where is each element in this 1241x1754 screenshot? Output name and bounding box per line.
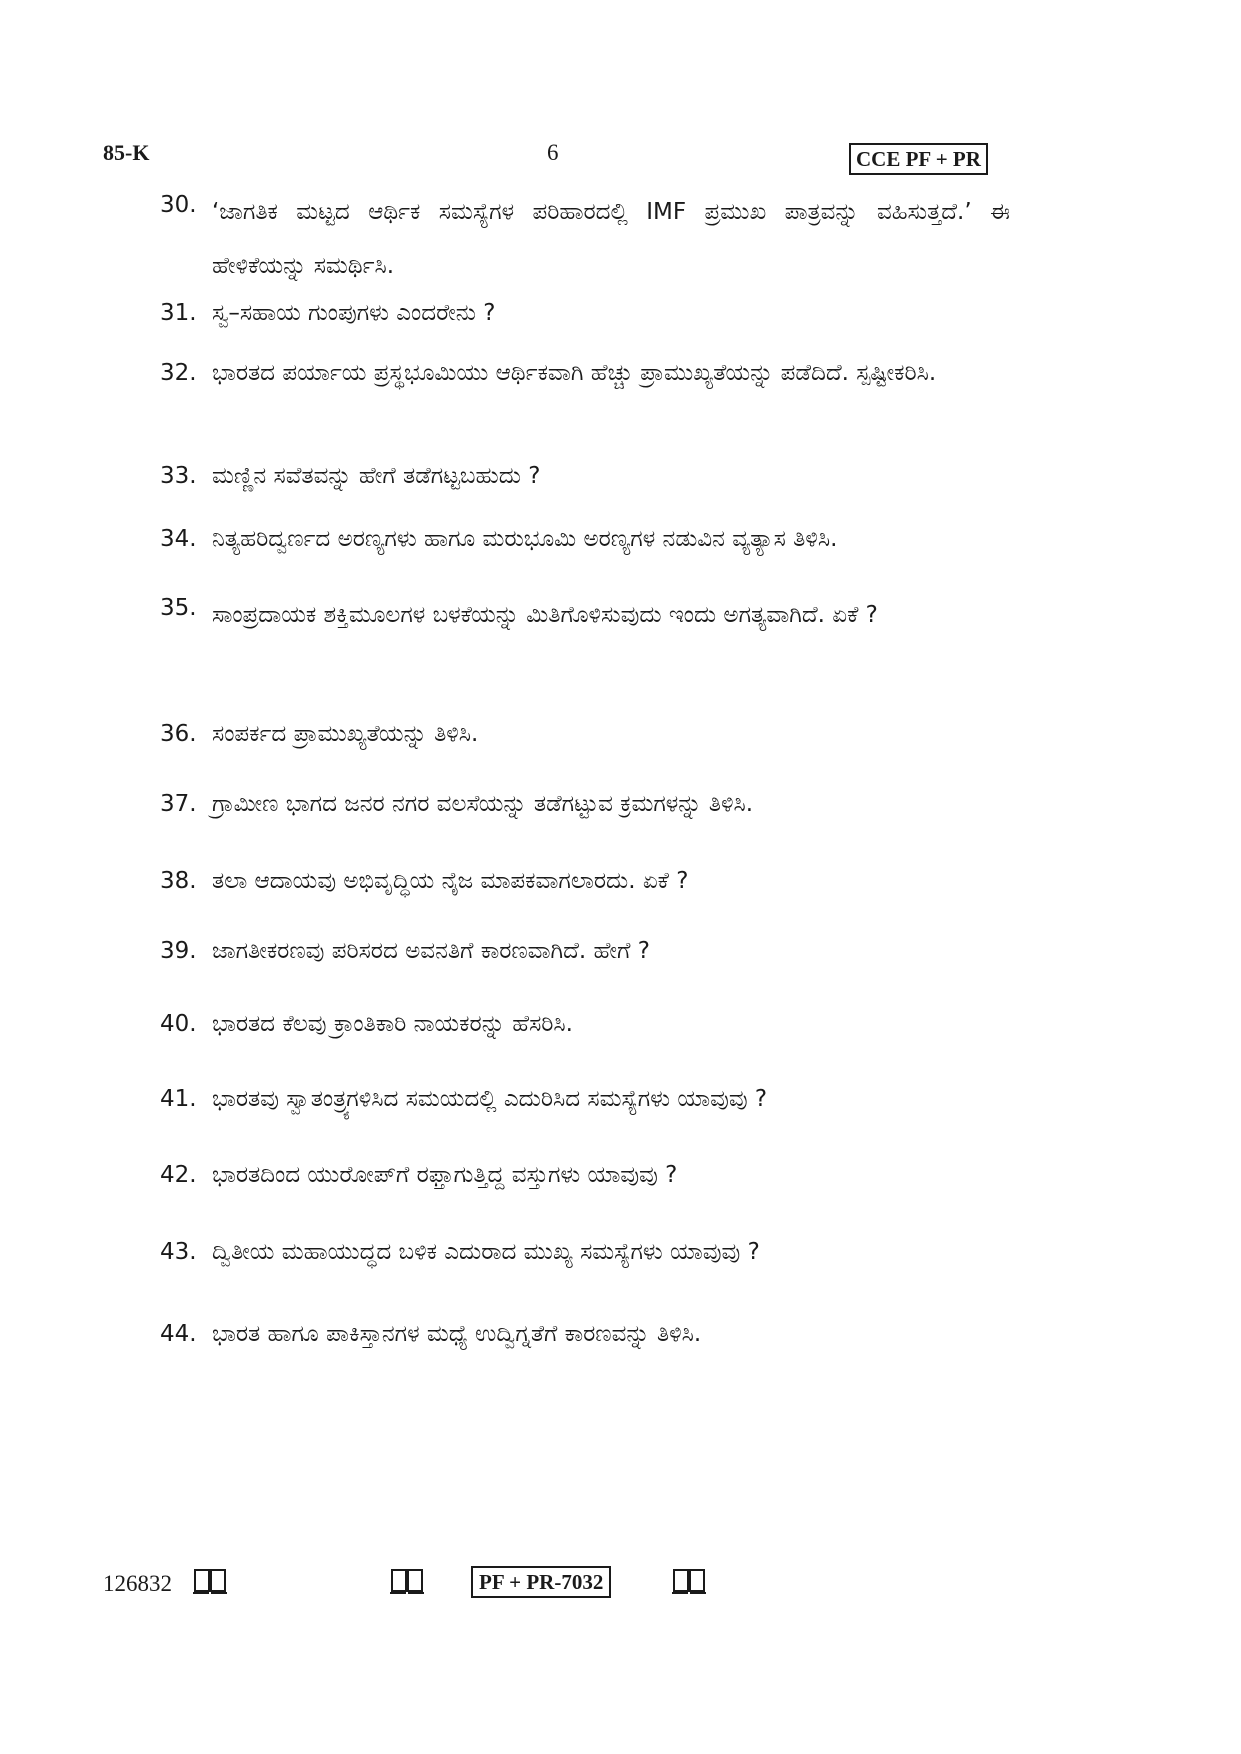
question-number: 36. xyxy=(160,721,197,747)
open-book-icon xyxy=(671,1566,707,1596)
question-text: ಮಣ್ಣಿನ ಸವೆತವನ್ನು ಹೇಗೆ ತಡೆಗಟ್ಟಬಹುದು ? xyxy=(212,463,541,489)
question-text: ನಿತ್ಯಹರಿದ್ವರ್ಣದ ಅರಣ್ಯಗಳು ಹಾಗೂ ಮರುಭೂಮಿ ಅರಣ್ಯಗಳ ನಡುವಿನ ವ್ಯತ್ಯಾಸ ತಿಳಿಸಿ. xyxy=(212,526,838,552)
question-text: ಭಾರತವು ಸ್ವಾತಂತ್ರ್ಯಗಳಿಸಿದ ಸಮಯದಲ್ಲಿ ಎದುರಿಸಿದ ಸಮಸ್ಯೆಗಳು ಯಾವುವು ? xyxy=(212,1086,768,1112)
question-31 xyxy=(160,293,1010,333)
question-37 xyxy=(160,784,1010,824)
question-number: 30. xyxy=(160,192,197,218)
question-41 xyxy=(160,1079,1010,1119)
question-text: ಭಾರತದ ಕೆಲವು ಕ್ರಾಂತಿಕಾರಿ ನಾಯಕರನ್ನು ಹೆಸರಿಸಿ. xyxy=(212,1011,573,1037)
question-number: 44. xyxy=(160,1321,197,1347)
paper-code: 85-K xyxy=(103,140,150,165)
question-number: 42. xyxy=(160,1162,197,1188)
question-text: ಭಾರತ ಹಾಗೂ ಪಾಕಿಸ್ತಾನಗಳ ಮಧ್ಯೆ ಉದ್ವಿಗ್ನತೆಗೆ ಕಾರಣವನ್ನು ತಿಳಿಸಿ. xyxy=(212,1321,702,1347)
question-44 xyxy=(160,1314,1010,1354)
question-number: 32. xyxy=(160,360,197,386)
open-book-icon xyxy=(192,1566,228,1596)
footer-code-box: PF + PR-7032 xyxy=(471,1566,611,1598)
open-book-icon xyxy=(389,1566,425,1596)
question-number: 31. xyxy=(160,300,197,326)
question-39 xyxy=(160,931,1010,971)
question-text: ಭಾರತದಿಂದ ಯುರೋಪ್‌ಗೆ ರಫ್ತಾಗುತ್ತಿದ್ದ ವಸ್ತುಗಳು ಯಾವುವು ? xyxy=(212,1162,678,1188)
question-number: 33. xyxy=(160,463,197,489)
question-number: 38. xyxy=(160,868,197,894)
question-36 xyxy=(160,714,1010,754)
question-text: ಸಂಪರ್ಕದ ಪ್ರಾಮುಖ್ಯತೆಯನ್ನು ತಿಳಿಸಿ. xyxy=(212,721,479,747)
question-text: ತಲಾ ಆದಾಯವು ಅಭಿವೃದ್ಧಿಯ ನೈಜ ಮಾಪಕವಾಗಲಾರದು. ಏಕೆ ? xyxy=(212,868,689,894)
question-text: ಜಾಗತೀಕರಣವು ಪರಿಸರದ ಅವನತಿಗೆ ಕಾರಣವಾಗಿದೆ. ಹೇಗೆ ? xyxy=(212,938,650,964)
question-30 xyxy=(160,185,1010,293)
question-32 xyxy=(160,353,1010,393)
question-43 xyxy=(160,1232,1010,1272)
question-number: 34. xyxy=(160,526,197,552)
question-number: 35. xyxy=(160,595,197,621)
question-38 xyxy=(160,861,1010,901)
question-text: ಸ್ವ–ಸಹಾಯ ಗುಂಪುಗಳು ಎಂದರೇನು ? xyxy=(212,300,496,326)
footer-serial-code: 126832 xyxy=(103,1571,172,1596)
question-number: 39. xyxy=(160,938,197,964)
exam-type-box: CCE PF + PR xyxy=(849,143,988,175)
question-text: ಭಾರತದ ಪರ್ಯಾಯ ಪ್ರಸ್ಥಭೂಮಿಯು ಆರ್ಥಿಕವಾಗಿ ಹೆಚ್ಚು ಪ್ರಾಮುಖ್ಯತೆಯನ್ನು ಪಡೆದಿದೆ. ಸ್ಪಷ್ಟೀಕರಿಸಿ. xyxy=(212,360,937,386)
question-number: 43. xyxy=(160,1239,197,1265)
question-text: ದ್ವಿತೀಯ ಮಹಾಯುದ್ಧದ ಬಳಿಕ ಎದುರಾದ ಮುಖ್ಯ ಸಮಸ್ಯೆಗಳು ಯಾವುವು ? xyxy=(212,1239,760,1265)
question-number: 41. xyxy=(160,1086,197,1112)
question-35 xyxy=(160,588,1010,642)
question-40 xyxy=(160,1004,1010,1044)
question-number: 37. xyxy=(160,791,197,817)
question-text: ‘ಜಾಗತಿಕ ಮಟ್ಟದ ಆರ್ಥಿಕ ಸಮಸ್ಯೆಗಳ ಪರಿಹಾರದಲ್ಲಿ IMF ಪ್ರಮುಖ ಪಾತ್ರವನ್ನು ವಹಿಸುತ್ತದೆ.’ ಈ ಹೇಳಿಕೆಯನ್ನು ಸಮರ್ಥಿಸಿ. xyxy=(212,199,1010,279)
question-text: ಸಾಂಪ್ರದಾಯಕ ಶಕ್ತಿಮೂಲಗಳ ಬಳಕೆಯನ್ನು ಮಿತಿಗೊಳಿಸುವುದು ಇಂದು ಅಗತ್ಯವಾಗಿದೆ. ಏಕೆ ? xyxy=(212,602,878,628)
question-text: ಗ್ರಾಮೀಣ ಭಾಗದ ಜನರ ನಗರ ವಲಸೆಯನ್ನು ತಡೆಗಟ್ಟುವ ಕ್ರಮಗಳನ್ನು ತಿಳಿಸಿ. xyxy=(212,791,754,817)
question-33 xyxy=(160,456,1010,496)
page-number: 6 xyxy=(547,140,559,165)
question-34 xyxy=(160,519,1010,559)
question-42 xyxy=(160,1155,1010,1195)
question-number: 40. xyxy=(160,1011,197,1037)
